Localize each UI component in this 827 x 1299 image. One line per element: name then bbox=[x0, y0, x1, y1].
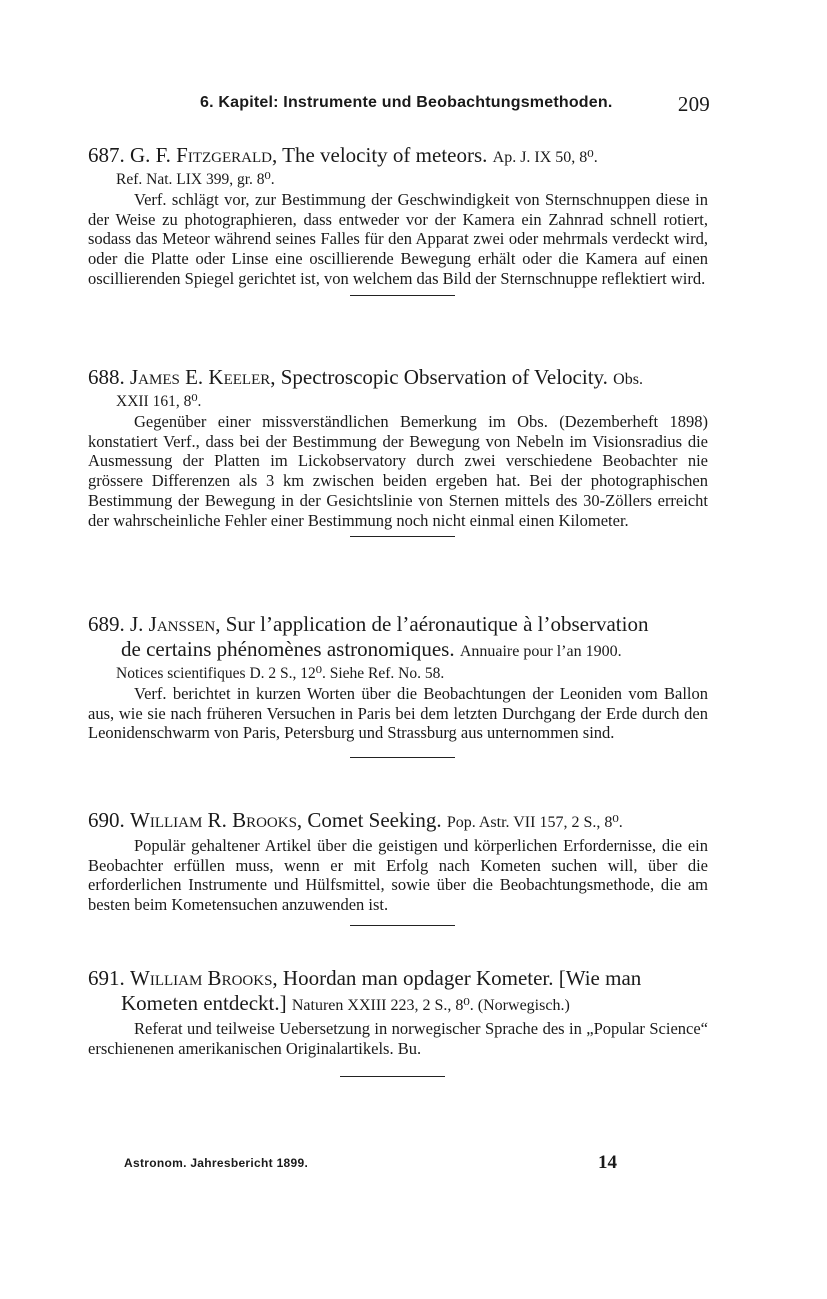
entry-abstract-text: Referat und teilweise Uebersetzung in norwegischer Sprache des in „Popular Science“ erschienenen amerikanischen Originalartikels. Bu. bbox=[88, 1019, 708, 1058]
footer-signature: 14 bbox=[598, 1152, 617, 1173]
entry-abstract bbox=[88, 836, 708, 915]
entry-reference: Pop. Astr. VII 157, 2 S., 8⁰. bbox=[446, 814, 623, 831]
entry-abstract-text: Populär gehaltener Artikel über die geistigen und körperlichen Erfordernisse, die ein Beobachter erfüllen muss, wenn er mit Erfolg nach Kometen suchen will, über die erforderlichen Instrumente und Hülfsmittel, sowie über die Beobachtungsmethode, die am besten beim Kometensuchen anzuwenden ist. bbox=[88, 836, 708, 915]
entry-number: 689. bbox=[88, 612, 125, 636]
entry-691 bbox=[88, 966, 708, 1077]
entry-abstract bbox=[88, 1019, 708, 1058]
entry-number: 691. bbox=[88, 966, 125, 990]
entry-reference: Ap. J. IX 50, 8⁰. bbox=[492, 149, 598, 166]
entry-687 bbox=[88, 143, 708, 296]
page-number: 209 bbox=[677, 92, 710, 116]
entry-heading bbox=[88, 143, 708, 170]
entry-690 bbox=[88, 808, 708, 926]
entry-author: William R. Brooks, bbox=[130, 808, 303, 832]
entry-heading bbox=[88, 966, 708, 991]
entry-heading bbox=[88, 612, 708, 637]
entry-heading bbox=[88, 365, 708, 392]
entry-title: Comet Seeking. bbox=[307, 808, 442, 832]
entry-688 bbox=[88, 365, 708, 537]
section-divider bbox=[350, 925, 455, 926]
entry-abstract bbox=[88, 190, 708, 289]
entry-abstract bbox=[88, 684, 708, 743]
entry-title: Spectroscopic Observation of Velocity. bbox=[280, 365, 608, 389]
section-divider bbox=[340, 1076, 445, 1077]
running-head-title: 6. Kapitel: Instrumente und Beobachtungsmethoden. bbox=[200, 94, 613, 111]
entry-author: J. Janssen, bbox=[130, 612, 221, 636]
entry-reference: Naturen XXIII 223, 2 S., 8⁰. (Norwegisch.) bbox=[291, 997, 570, 1014]
entry-title: Sur l’application de l’aéronautique à l’observation bbox=[225, 612, 649, 636]
entry-689 bbox=[88, 612, 708, 758]
entry-subreference: Notices scientifiques D. 2 S., 12⁰. Siehe Ref. No. 58. bbox=[116, 665, 445, 682]
section-divider bbox=[350, 295, 455, 296]
section-divider bbox=[350, 757, 455, 758]
entry-number: 688. bbox=[88, 365, 125, 389]
entry-abstract bbox=[88, 412, 708, 530]
entry-author: William Brooks, bbox=[130, 966, 278, 990]
entry-reference: Obs. bbox=[613, 371, 643, 388]
entry-author: G. F. Fitzgerald, bbox=[130, 143, 278, 167]
footer-source: Astronom. Jahresbericht 1899. bbox=[124, 1156, 309, 1170]
entry-reference: Annuaire pour l’an 1900. bbox=[459, 643, 622, 660]
entry-author: James E. Keeler, bbox=[130, 365, 276, 389]
entry-heading-continued bbox=[88, 637, 708, 664]
entry-heading bbox=[88, 808, 708, 835]
entry-title: The velocity of meteors. bbox=[282, 143, 488, 167]
entry-abstract-text: Verf. schlägt vor, zur Bestimmung der Geschwindigkeit von Sternschnuppen diese in der Weise zu photographieren, dass entweder vor der Kamera ein Zahnrad schnell rotiert, sodass das Meteor während seines Falles für den Apparat zwei oder mehrmals verdeckt wird, oder die Platte oder Linse eine oscillierende Bewegung erhält oder die Kamera auf einen oscillierenden Spiegel gerichtet ist, von welchem das Bild der Sternschnuppe reflektiert wird. bbox=[88, 190, 708, 288]
entry-number: 687. bbox=[88, 143, 125, 167]
entry-subreference: XXII 161, 8⁰. bbox=[116, 393, 202, 410]
entry-subreference: Ref. Nat. LIX 399, gr. 8⁰. bbox=[116, 171, 275, 188]
entry-number: 690. bbox=[88, 808, 125, 832]
entry-title-continued: Kometen entdeckt.] bbox=[121, 991, 287, 1015]
section-divider bbox=[350, 536, 455, 537]
entry-title: Hoordan man opdager Kometer. [Wie man bbox=[282, 966, 642, 990]
entry-abstract-text: Gegenüber einer missverständlichen Bemerkung im Obs. (Dezemberheft 1898) konstatiert Verf., dass bei der Bestimmung der Bewegung von Nebeln im Visionsradius die Ausmessung der Platten im Lickobservatory durch zwei verschiedene Beobachter nie grössere Differenzen als 3 km zwischen beiden ergeben hat. Bei der photographischen Bestimmung der Bewegung in der Gesichtslinie von Sternen mittels des 30-Zöllers erreicht der wahrscheinliche Fehler einer Bestimmung noch nicht einmal einen Kilometer. bbox=[88, 412, 708, 530]
entry-title-continued: de certains phénomènes astronomiques. bbox=[121, 637, 455, 661]
entry-abstract-text: Verf. berichtet in kurzen Worten über die Beobachtungen der Leoniden vom Ballon aus, wie sie nach früheren Versuchen in Paris bei dem letzten Durchgang der Erde durch den Leonidenschwarm von Paris, Petersburg und Strassburg aus unternommen sind. bbox=[88, 684, 708, 743]
entry-heading-continued bbox=[88, 991, 708, 1018]
running-head bbox=[200, 92, 710, 116]
